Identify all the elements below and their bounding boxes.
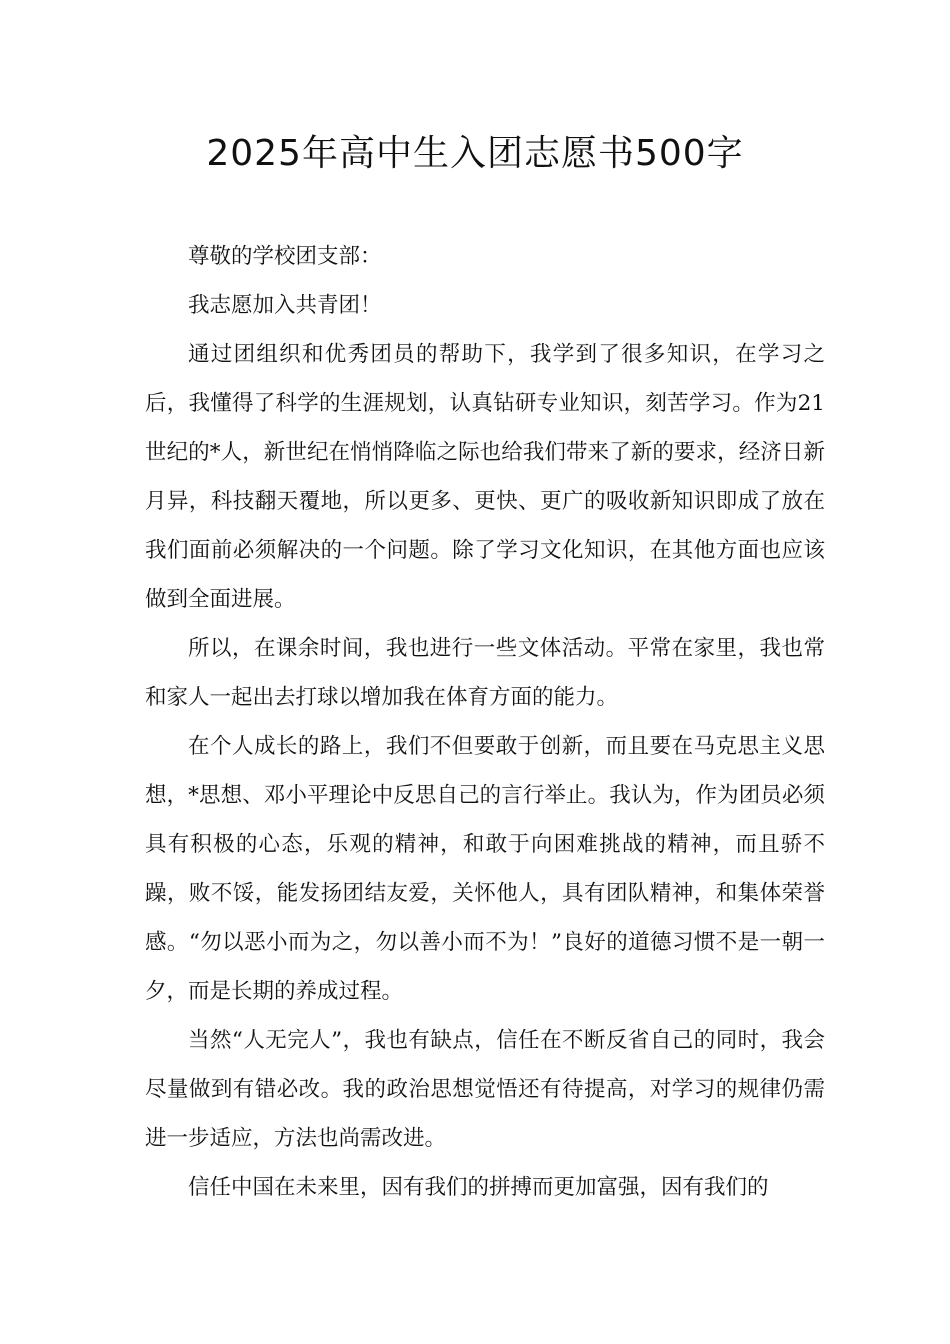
document-body (145, 232, 825, 1212)
paragraph-study: 通过团组织和优秀团员的帮助下，我学到了很多知识，在学习之后，我懂得了科学的生涯规划，认真钻研专业知识，刻苦学习。作为21世纪的*人，新世纪在悄悄降临之际也给我们带来了新的要求，经济日新月异，科技翻天覆地，所以更多、更快、更广的吸收新知识即成了放在我们面前必须解决的一个问题。除了学习文化知识，在其他方面也应该做到全面进展。 (145, 342, 825, 612)
paragraph-declaration: 我志愿加入共青团！ (188, 293, 382, 318)
salutation: 尊敬的学校团支部： (188, 244, 382, 269)
paragraph-activities: 所以，在课余时间，我也进行一些文体活动。平常在家里，我也常和家人一起出去打球以增加我在体育方面的能力。 (145, 636, 825, 710)
paragraph-shortcomings: 当然“人无完人”，我也有缺点，信任在不断反省自己的同时，我会尽量做到有错必改。我的政治思想觉悟还有待提高，对学习的规律仍需进一步适应，方法也尚需改进。 (145, 1028, 825, 1151)
paragraph-future: 信任中国在未来里，因有我们的拼搏而更加富强，因有我们的 (188, 1175, 769, 1200)
document-title: 2025年高中生入团志愿书500字 (206, 133, 744, 174)
paragraph-growth: 在个人成长的路上，我们不但要敢于创新，而且要在马克思主义思想，*思想、邓小平理论中反思自己的言行举止。我认为，作为团员必须具有积极的心态，乐观的精神，和敢于向困难挑战的精神，而且骄不躁，败不馁，能发扬团结友爱，关怀他人，具有团队精神，和集体荣誉感。“勿以恶小而为之，勿以善小而不为！”良好的道德习惯不是一朝一夕，而是长期的养成过程。 (145, 734, 825, 1004)
